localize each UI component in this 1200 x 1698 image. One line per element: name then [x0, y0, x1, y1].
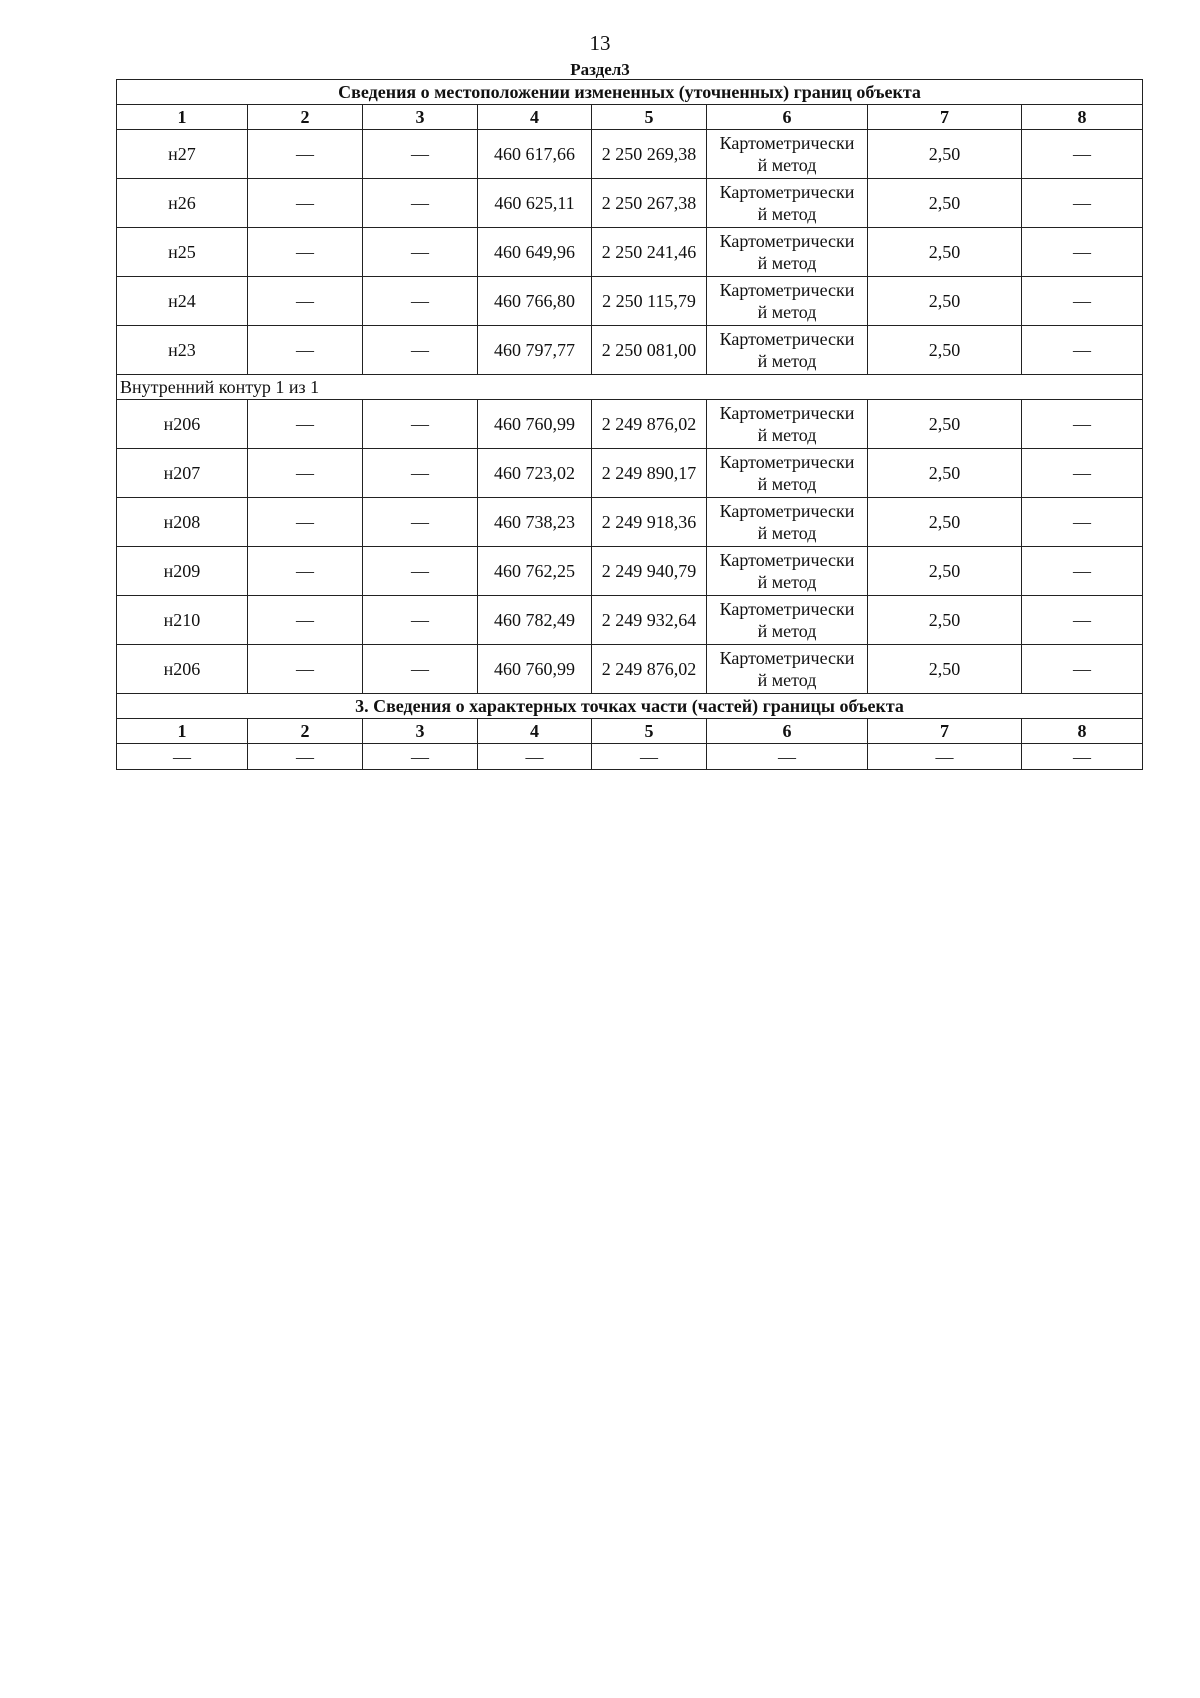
empty-cell: —	[117, 744, 248, 770]
column-2-cell: —	[248, 130, 363, 179]
inner-contour-label: Внутренний контур 1 из 1	[117, 375, 1143, 400]
column-3-cell: —	[363, 130, 478, 179]
empty-cell: —	[707, 744, 868, 770]
method-text-line-2: й метод	[757, 204, 817, 224]
x-coordinate-cell: 460 738,23	[478, 498, 592, 547]
point-name-cell: н207	[117, 449, 248, 498]
empty-cell: —	[248, 744, 363, 770]
column-2-cell: —	[248, 498, 363, 547]
column-8-cell: —	[1022, 596, 1143, 645]
y-coordinate-cell: 2 249 876,02	[592, 645, 707, 694]
column-number-header: 6	[707, 719, 868, 744]
table-2-title-cell: 3. Сведения о характерных точках части (частей) границы объекта	[117, 694, 1143, 719]
table-row	[117, 400, 1143, 449]
column-8-cell: —	[1022, 498, 1143, 547]
inner-contour-label-row	[117, 375, 1143, 400]
column-number-header: 7	[868, 105, 1022, 130]
method-cell	[707, 400, 868, 449]
point-name-cell: н23	[117, 326, 248, 375]
column-2-cell: —	[248, 547, 363, 596]
empty-cell: —	[1022, 744, 1143, 770]
x-coordinate-cell: 460 797,77	[478, 326, 592, 375]
y-coordinate-cell: 2 250 241,46	[592, 228, 707, 277]
column-3-cell: —	[363, 645, 478, 694]
column-number-header: 1	[117, 719, 248, 744]
y-coordinate-cell: 2 249 876,02	[592, 400, 707, 449]
point-name-cell: н24	[117, 277, 248, 326]
method-cell	[707, 596, 868, 645]
column-number-header: 1	[117, 105, 248, 130]
method-text-line-2: й метод	[757, 670, 817, 690]
method-text-line-2: й метод	[757, 621, 817, 641]
column-8-cell: —	[1022, 449, 1143, 498]
method-text-line-2: й метод	[757, 523, 817, 543]
method-text-line-2: й метод	[757, 572, 817, 592]
method-text-line-2: й метод	[757, 302, 817, 322]
x-coordinate-cell: 460 762,25	[478, 547, 592, 596]
column-8-cell: —	[1022, 547, 1143, 596]
column-2-cell: —	[248, 326, 363, 375]
method-text-line-2: й метод	[757, 351, 817, 371]
point-name-cell: н27	[117, 130, 248, 179]
method-text-line-2: й метод	[757, 253, 817, 273]
point-name-cell: н209	[117, 547, 248, 596]
column-number-header: 8	[1022, 719, 1143, 744]
x-coordinate-cell: 460 760,99	[478, 645, 592, 694]
column-8-cell: —	[1022, 400, 1143, 449]
column-number-header: 3	[363, 719, 478, 744]
column-8-cell: —	[1022, 179, 1143, 228]
accuracy-cell: 2,50	[868, 179, 1022, 228]
y-coordinate-cell: 2 250 267,38	[592, 179, 707, 228]
column-3-cell: —	[363, 277, 478, 326]
table-1-column-numbers	[117, 105, 1143, 130]
table-1-title-cell: Сведения о местоположении измененных (уточненных) границ объекта	[117, 80, 1143, 105]
point-name-cell: н206	[117, 400, 248, 449]
accuracy-cell: 2,50	[868, 449, 1022, 498]
column-2-cell: —	[248, 596, 363, 645]
empty-cell: —	[363, 744, 478, 770]
table-body	[117, 80, 1143, 770]
y-coordinate-cell: 2 250 269,38	[592, 130, 707, 179]
method-text-line-1: Картометрически	[719, 403, 855, 423]
point-name-cell: н25	[117, 228, 248, 277]
column-8-cell: —	[1022, 228, 1143, 277]
accuracy-cell: 2,50	[868, 547, 1022, 596]
column-2-cell: —	[248, 228, 363, 277]
x-coordinate-cell: 460 625,11	[478, 179, 592, 228]
column-8-cell: —	[1022, 277, 1143, 326]
table-2-title	[117, 694, 1143, 719]
column-3-cell: —	[363, 400, 478, 449]
table-row	[117, 228, 1143, 277]
column-3-cell: —	[363, 547, 478, 596]
column-number-header: 6	[707, 105, 868, 130]
column-3-cell: —	[363, 179, 478, 228]
column-number-header: 2	[248, 719, 363, 744]
column-number-header: 3	[363, 105, 478, 130]
column-number-header: 5	[592, 719, 707, 744]
method-cell	[707, 498, 868, 547]
accuracy-cell: 2,50	[868, 228, 1022, 277]
method-text-line-1: Картометрически	[719, 452, 855, 472]
table-row	[117, 498, 1143, 547]
y-coordinate-cell: 2 250 081,00	[592, 326, 707, 375]
column-number-header: 4	[478, 719, 592, 744]
table-1-title	[117, 80, 1143, 105]
method-cell	[707, 179, 868, 228]
accuracy-cell: 2,50	[868, 326, 1022, 375]
column-2-cell: —	[248, 645, 363, 694]
method-text-line-1: Картометрически	[719, 231, 855, 251]
x-coordinate-cell: 460 760,99	[478, 400, 592, 449]
table-row	[117, 277, 1143, 326]
accuracy-cell: 2,50	[868, 400, 1022, 449]
x-coordinate-cell: 460 649,96	[478, 228, 592, 277]
method-cell	[707, 547, 868, 596]
table-row	[117, 179, 1143, 228]
accuracy-cell: 2,50	[868, 498, 1022, 547]
column-number-header: 5	[592, 105, 707, 130]
method-text-line-1: Картометрически	[719, 599, 855, 619]
accuracy-cell: 2,50	[868, 130, 1022, 179]
table-row	[117, 547, 1143, 596]
method-text-line-1: Картометрически	[719, 329, 855, 349]
method-cell	[707, 277, 868, 326]
table-row	[117, 645, 1143, 694]
method-cell	[707, 326, 868, 375]
y-coordinate-cell: 2 249 932,64	[592, 596, 707, 645]
column-2-cell: —	[248, 400, 363, 449]
method-text-line-2: й метод	[757, 155, 817, 175]
method-text-line-1: Картометрически	[719, 133, 855, 153]
method-cell	[707, 645, 868, 694]
column-2-cell: —	[248, 179, 363, 228]
method-cell	[707, 449, 868, 498]
method-text-line-2: й метод	[757, 425, 817, 445]
table-row	[117, 449, 1143, 498]
column-3-cell: —	[363, 228, 478, 277]
x-coordinate-cell: 460 617,66	[478, 130, 592, 179]
table-row	[117, 130, 1143, 179]
empty-cell: —	[478, 744, 592, 770]
column-8-cell: —	[1022, 645, 1143, 694]
boundary-coordinates-table	[116, 79, 1143, 770]
column-number-header: 2	[248, 105, 363, 130]
section-title: Раздел3	[570, 60, 630, 79]
column-8-cell: —	[1022, 326, 1143, 375]
y-coordinate-cell: 2 249 940,79	[592, 547, 707, 596]
y-coordinate-cell: 2 249 890,17	[592, 449, 707, 498]
accuracy-cell: 2,50	[868, 596, 1022, 645]
method-text-line-2: й метод	[757, 474, 817, 494]
empty-cell: —	[868, 744, 1022, 770]
x-coordinate-cell: 460 766,80	[478, 277, 592, 326]
column-3-cell: —	[363, 498, 478, 547]
column-number-header: 4	[478, 105, 592, 130]
empty-cell: —	[592, 744, 707, 770]
table-row	[117, 744, 1143, 770]
method-text-line-1: Картометрически	[719, 550, 855, 570]
x-coordinate-cell: 460 723,02	[478, 449, 592, 498]
y-coordinate-cell: 2 249 918,36	[592, 498, 707, 547]
point-name-cell: н208	[117, 498, 248, 547]
point-name-cell: н26	[117, 179, 248, 228]
column-number-header: 7	[868, 719, 1022, 744]
method-text-line-1: Картометрически	[719, 182, 855, 202]
method-text-line-1: Картометрически	[719, 280, 855, 300]
method-text-line-1: Картометрически	[719, 501, 855, 521]
accuracy-cell: 2,50	[868, 645, 1022, 694]
method-cell	[707, 228, 868, 277]
column-3-cell: —	[363, 449, 478, 498]
column-3-cell: —	[363, 596, 478, 645]
point-name-cell: н206	[117, 645, 248, 694]
point-name-cell: н210	[117, 596, 248, 645]
table-row	[117, 326, 1143, 375]
page-number: 13	[589, 31, 611, 55]
x-coordinate-cell: 460 782,49	[478, 596, 592, 645]
table-2-column-numbers	[117, 719, 1143, 744]
method-cell	[707, 130, 868, 179]
column-3-cell: —	[363, 326, 478, 375]
table-row	[117, 596, 1143, 645]
method-text-line-1: Картометрически	[719, 648, 855, 668]
column-2-cell: —	[248, 449, 363, 498]
y-coordinate-cell: 2 250 115,79	[592, 277, 707, 326]
column-number-header: 8	[1022, 105, 1143, 130]
accuracy-cell: 2,50	[868, 277, 1022, 326]
column-2-cell: —	[248, 277, 363, 326]
column-8-cell: —	[1022, 130, 1143, 179]
